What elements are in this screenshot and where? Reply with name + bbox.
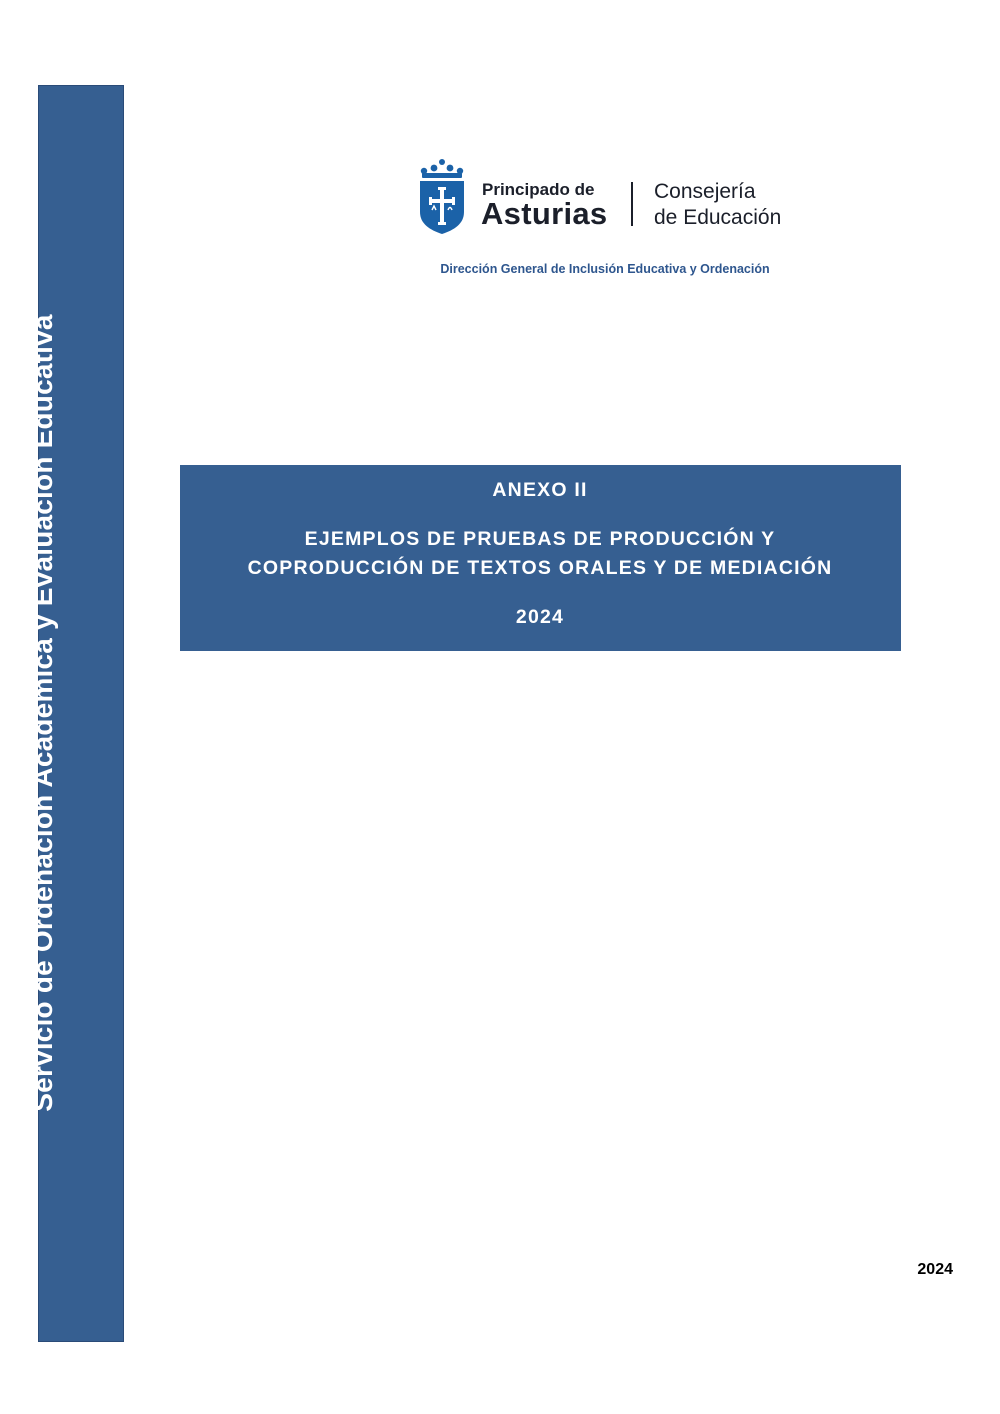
brand-asturias-text: Asturias [481, 196, 608, 231]
department-line1: Consejería [654, 180, 756, 203]
department-line2: de Educación [654, 206, 782, 229]
footer-year: 2024 [917, 1261, 953, 1278]
principado-asturias-logo [418, 158, 798, 236]
logo-divider [631, 182, 633, 226]
title-line-1: EJEMPLOS DE PRUEBAS DE PRODUCCIÓN Y [304, 528, 776, 550]
side-banner-text: Servicio de Ordenación Académica y Evaluación Educativa [27, 314, 58, 1112]
direccion-general-subheading: Dirección General de Inclusión Educativa y Ordenación [440, 262, 770, 276]
title-year: 2024 [515, 606, 565, 628]
title-line-2: COPRODUCCIÓN DE TEXTOS ORALES Y DE MEDIACIÓN [247, 557, 833, 579]
title-box [180, 465, 901, 651]
annex-label: ANEXO II [492, 479, 588, 501]
brand-principado-text: Principado de [482, 180, 595, 199]
asturias-shield-icon [418, 158, 466, 236]
